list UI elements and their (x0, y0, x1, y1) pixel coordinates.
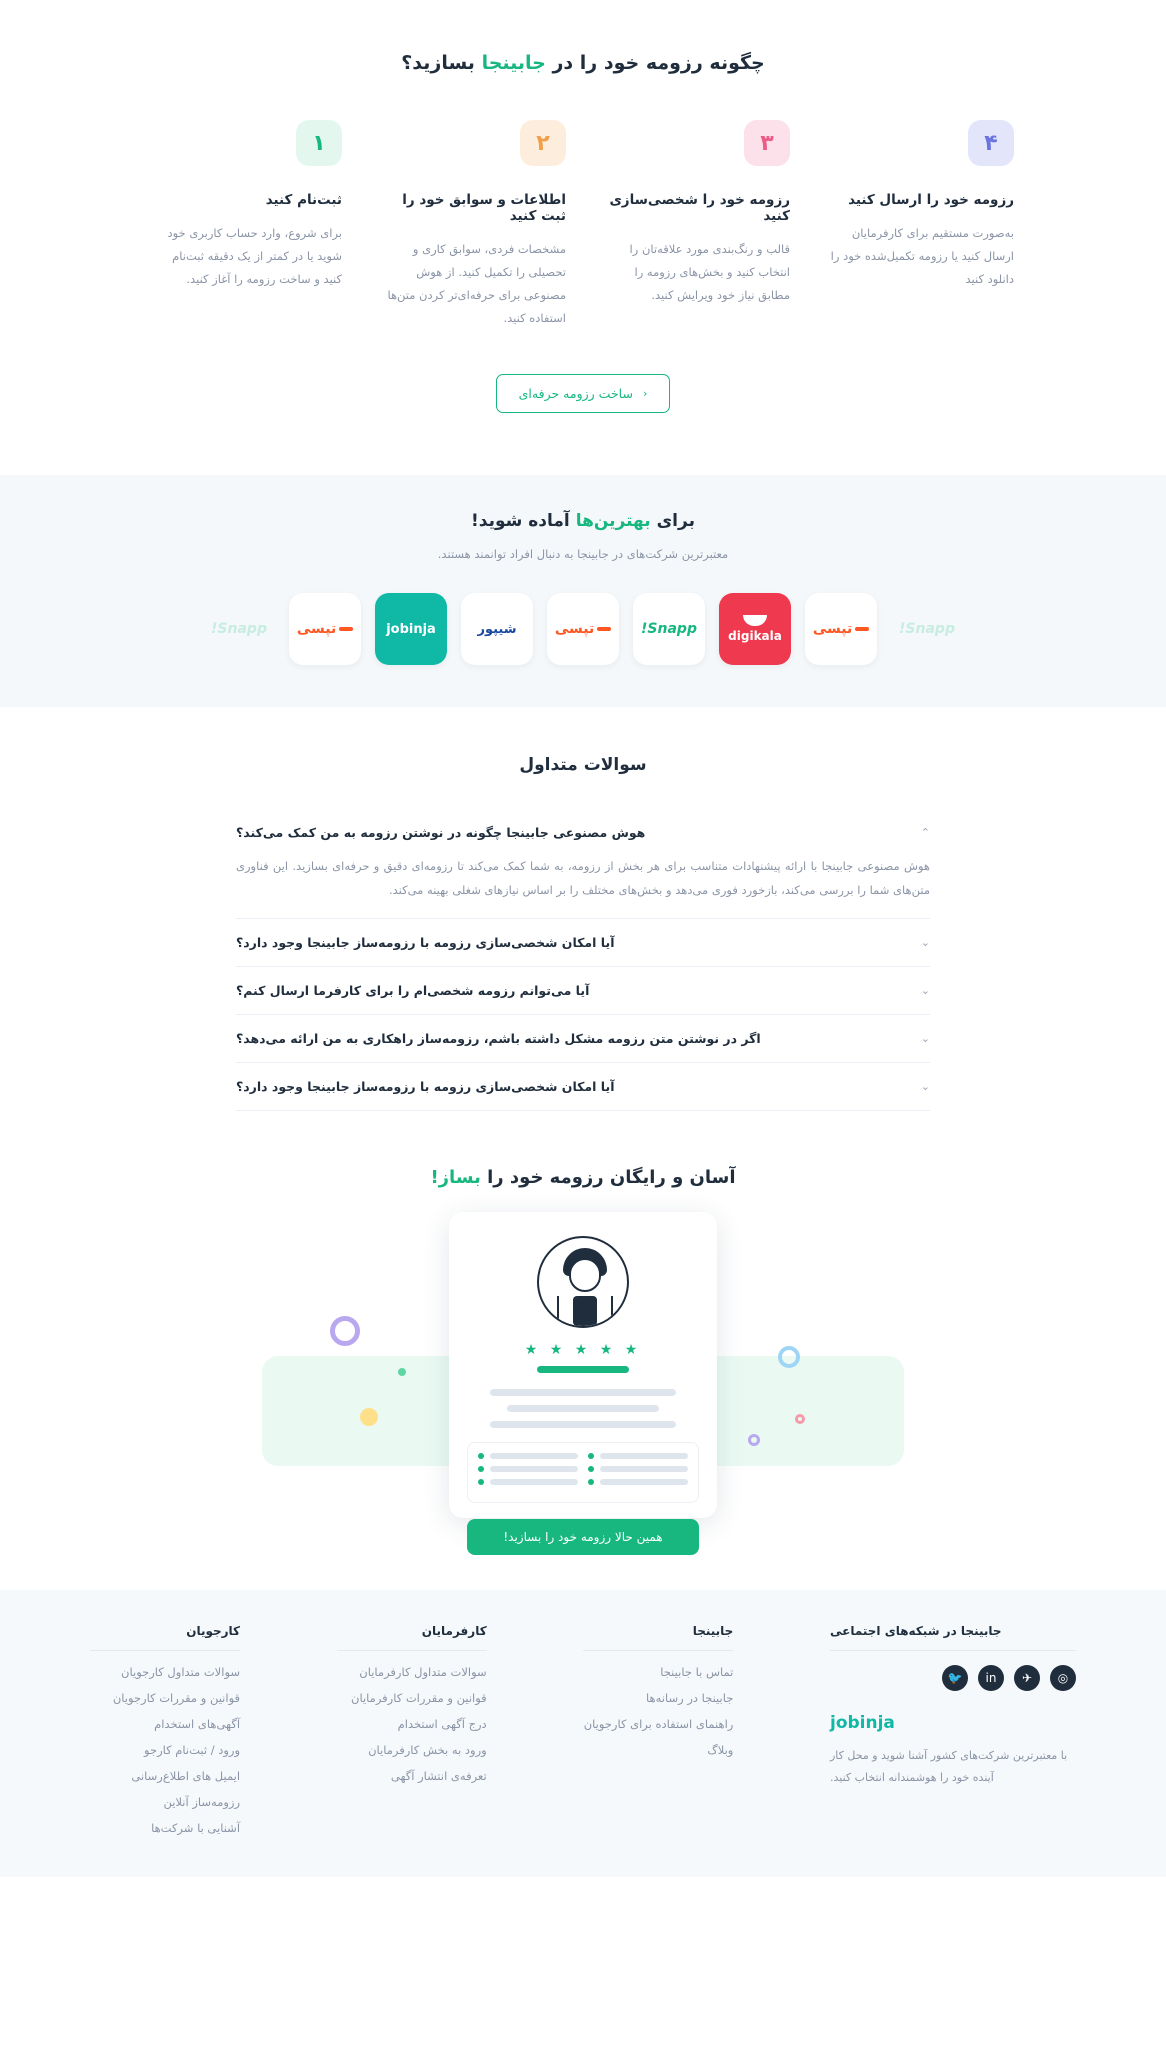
jobinja-logo[interactable] (375, 593, 447, 665)
cta-wrap (0, 374, 1166, 413)
digikala-logo-label: digikala (728, 629, 782, 643)
bullet-dot-icon (588, 1453, 594, 1459)
footer-column-title: کارفرمایان (337, 1624, 487, 1651)
name-placeholder-bar (537, 1366, 629, 1373)
faq-item[interactable] (236, 967, 930, 1015)
footer-column-title: جابینجا در شبکه‌های اجتماعی (830, 1624, 1076, 1651)
purple-ring-decoration (330, 1316, 360, 1346)
faq-answer: هوش مصنوعی جابینجا با ارائه پیشنهادات متناسب برای هر بخش از رزومه، به شما کمک می‌کند تا رزومه‌ای دقیق و حرفه‌ای بسازید. این فناوری متن‌های شما را بررسی می‌کند، بازخورد فوری می‌دهد و بخش‌های مختلف را بر اساس نیازهای شغلی بهینه می‌کند. (236, 859, 930, 898)
faq-item-header[interactable] (236, 1079, 930, 1094)
faq-item[interactable] (236, 1063, 930, 1111)
chevron-down-icon[interactable]: ⌄ (920, 1080, 930, 1094)
snapp-logo-label: Snapp! (641, 621, 697, 637)
footer-link[interactable]: سوالات متداول کارفرمایان (359, 1665, 487, 1680)
tapsi-text: تپسی (554, 621, 595, 637)
skill-placeholder-line (490, 1479, 578, 1485)
tapsi-logo-label (555, 621, 611, 637)
skills-column (588, 1453, 688, 1492)
skills-column (478, 1453, 578, 1492)
faq-question: اگر در نوشتن متن رزومه مشکل داشته باشم، رزومه‌ساز راهکاری به من ارائه می‌دهد؟ (236, 1031, 761, 1047)
tapsi-logo[interactable] (289, 593, 361, 665)
footer-column-employers (337, 1624, 487, 1847)
footer (0, 1590, 1166, 1877)
chevron-down-icon[interactable]: ⌄ (920, 936, 930, 950)
step-text: مشخصات فردی، سوابق کاری و تحصیلی را تکمیل کنید. از هوش مصنوعی برای حرفه‌ای‌تر کردن متن‌ها استفاده کنید. (387, 242, 566, 325)
footer-link[interactable]: درج آگهی استخدام (397, 1717, 487, 1732)
footer-link[interactable]: وبلاگ (707, 1743, 734, 1758)
faq-item-header[interactable] (236, 935, 930, 950)
companies-title-after: آماده شوید! (471, 511, 576, 531)
step-heading: اطلاعات و سوابق خود را ثبت کنید (402, 192, 566, 224)
bullet-dot-icon (588, 1479, 594, 1485)
skill-row (478, 1466, 578, 1472)
step-number-badge: ۱ (296, 120, 342, 166)
steps-section (0, 0, 1166, 443)
skill-placeholder-line (600, 1479, 688, 1485)
footer-column-title: کارجویان (90, 1624, 240, 1651)
step-card-2 (362, 120, 580, 330)
build-resume-button-label: ساخت رزومه حرفه‌ای (518, 386, 633, 401)
instagram-icon[interactable]: ◎ (1050, 1665, 1076, 1691)
promo-title (0, 1167, 1166, 1188)
shipour-logo[interactable] (461, 593, 533, 665)
skill-placeholder-line (600, 1453, 688, 1459)
snapp-logo[interactable] (203, 593, 275, 665)
faq-item[interactable] (236, 919, 930, 967)
skills-placeholder-box (467, 1442, 699, 1503)
faq-question: آیا امکان شخصی‌سازی رزومه با رزومه‌ساز جابینجا وجود دارد؟ (236, 1079, 615, 1095)
company-logo-row (0, 593, 1166, 665)
footer-column-social (830, 1624, 1076, 1847)
faq-title: سوالات متداول (519, 755, 647, 775)
text-placeholder-line (490, 1421, 676, 1428)
step-number-badge: ۳ (744, 120, 790, 166)
digikala-logo[interactable] (719, 593, 791, 665)
bullet-dot-icon (588, 1466, 594, 1472)
footer-link[interactable]: ورود به بخش کارفرمایان (368, 1743, 487, 1758)
footer-column-title: جابینجا (583, 1624, 733, 1651)
text-placeholder-line (507, 1405, 659, 1412)
skill-row (478, 1453, 578, 1459)
jobinja-logo-label: jobinja (386, 621, 436, 637)
tapsi-logo[interactable] (547, 593, 619, 665)
digikala-smile-icon (743, 615, 767, 626)
step-heading: ثبت‌نام کنید (265, 192, 342, 208)
footer-link[interactable]: تعرفه‌ی انتشار آگهی (390, 1769, 487, 1784)
footer-link[interactable]: راهنمای استفاده برای کارجویان (583, 1717, 734, 1732)
tapsi-logo-label (297, 621, 353, 637)
snapp-logo[interactable] (891, 593, 963, 665)
snapp-logo-label: Snapp! (211, 621, 267, 637)
tapsi-bar-icon (597, 627, 611, 631)
tapsi-logo[interactable] (805, 593, 877, 665)
footer-logo: jobinja (830, 1713, 895, 1734)
avatar-face-icon (569, 1258, 601, 1292)
bullet-dot-icon (478, 1479, 484, 1485)
skill-row (588, 1453, 688, 1459)
tapsi-text: تپسی (296, 621, 337, 637)
companies-title (0, 511, 1166, 531)
footer-link[interactable]: ورود / ثبت‌نام کارجو (144, 1743, 241, 1758)
skill-row (588, 1466, 688, 1472)
chevron-left-icon: ‹ (642, 387, 648, 400)
telegram-icon[interactable]: ✈ (1014, 1665, 1040, 1691)
footer-link[interactable]: ایمیل های اطلاع‌رسانی (131, 1769, 241, 1784)
step-number-badge: ۲ (520, 120, 566, 166)
step-text: به‌صورت مستقیم برای کارفرمایان ارسال کنید یا رزومه تکمیل‌شده خود را دانلود کنید (830, 226, 1014, 286)
companies-subtitle: معتبرترین شرکت‌های در جابینجا به دنبال افراد توانمند هستند. (437, 547, 729, 561)
skill-row (478, 1479, 578, 1485)
snapp-logo-label: Snapp! (899, 621, 955, 637)
tapsi-bar-icon (855, 627, 869, 631)
steps-title-accent: جابینجا (481, 52, 546, 74)
shipour-logo-label: شیپور (477, 621, 517, 637)
steps-row (0, 120, 1166, 330)
skill-placeholder-line (490, 1453, 578, 1459)
social-icon-row (830, 1665, 1076, 1691)
text-placeholder-line (490, 1389, 676, 1396)
footer-description: با معتبرترین شرکت‌های کشور آشنا شوید و محل کار آینده خود را هوشمندانه انتخاب کنید. (830, 1749, 1068, 1785)
skill-row (588, 1479, 688, 1485)
step-text: قالب و رنگ‌بندی مورد علاقه‌تان را انتخاب کنید و بخش‌های رزومه را مطابق نیاز خود ویرایش کنید. (629, 242, 790, 302)
companies-title-before: برای (650, 511, 695, 531)
companies-title-accent: بهترین‌ها (575, 511, 651, 531)
snapp-logo[interactable] (633, 593, 705, 665)
promo-stage (0, 1212, 1166, 1545)
footer-link[interactable]: قوانین و مقررات کارجویان (112, 1691, 241, 1706)
footer-link[interactable]: آگهی‌های استخدام (154, 1717, 241, 1732)
step-card-3 (586, 120, 804, 330)
faq-question: آیا امکان شخصی‌سازی رزومه با رزومه‌ساز جابینجا وجود دارد؟ (236, 935, 615, 951)
tapsi-logo-label (813, 621, 869, 637)
tapsi-bar-icon (339, 627, 353, 631)
faq-item-header[interactable] (236, 983, 930, 998)
footer-link[interactable]: سوالات متداول کارجویان (121, 1665, 241, 1680)
page-title (0, 52, 1166, 74)
steps-title-before: چگونه رزومه خود را در (545, 52, 765, 74)
faq-question: آیا می‌توانم رزومه شخصی‌ام را برای کارفرما ارسال کنم؟ (236, 983, 590, 999)
twitter-icon[interactable]: 🐦 (942, 1665, 968, 1691)
skill-placeholder-line (600, 1466, 688, 1472)
promo-title-before: آسان و رایگان رزومه خود را (480, 1167, 736, 1189)
build-resume-button[interactable] (496, 374, 671, 413)
companies-section (0, 475, 1166, 707)
footer-columns (90, 1624, 1076, 1847)
footer-link[interactable]: رزومه‌ساز آنلاین (163, 1795, 241, 1810)
faq-item[interactable] (236, 1015, 930, 1063)
avatar (537, 1236, 629, 1328)
bullet-dot-icon (478, 1453, 484, 1459)
faq-item[interactable] (236, 809, 930, 919)
promo-section (0, 1131, 1166, 1572)
skill-placeholder-line (490, 1466, 578, 1472)
chevron-down-icon[interactable]: ⌄ (920, 984, 930, 998)
footer-link[interactable]: تماس با جابینجا (660, 1665, 734, 1680)
step-number-badge: ۴ (968, 120, 1014, 166)
faq-question: هوش مصنوعی جابینجا چگونه در نوشتن رزومه به من کمک می‌کند؟ (236, 825, 646, 840)
bullet-dot-icon (478, 1466, 484, 1472)
footer-link[interactable]: جابینجا در رسانه‌ها (646, 1691, 734, 1706)
footer-link[interactable]: آشنایی با شرکت‌ها (151, 1821, 241, 1836)
footer-column-jobseekers (90, 1624, 240, 1847)
footer-link[interactable]: قوانین و مقررات کارفرمایان (351, 1691, 487, 1706)
step-heading: رزومه خود را ارسال کنید (848, 192, 1014, 208)
step-heading: رزومه خود را شخصی‌سازی کنید (609, 192, 790, 224)
steps-title-after: بسازید؟ (401, 52, 482, 74)
rating-stars: ★ ★ ★ ★ ★ (524, 1342, 642, 1359)
faq-item-header[interactable] (236, 825, 930, 840)
linkedin-icon[interactable]: in (978, 1665, 1004, 1691)
resume-preview-card (449, 1212, 717, 1545)
faq-section (0, 707, 1166, 1131)
chevron-up-icon[interactable]: ⌃ (920, 826, 930, 839)
avatar-shirt-icon (573, 1296, 597, 1326)
promo-title-accent: بساز! (430, 1167, 481, 1189)
footer-column-jobinja (583, 1624, 733, 1847)
tapsi-text: تپسی (812, 621, 853, 637)
step-text: برای شروع، وارد حساب کاربری خود شوید یا در کمتر از یک دقیقه ثبت‌نام کنید و ساخت رزومه را آغاز کنید. (167, 226, 342, 286)
step-card-1 (138, 120, 356, 330)
faq-item-header[interactable] (236, 1031, 930, 1046)
create-resume-now-button[interactable]: همین حالا رزومه خود را بسازید! (467, 1519, 699, 1555)
step-card-4 (810, 120, 1028, 330)
chevron-down-icon[interactable]: ⌄ (920, 1032, 930, 1046)
